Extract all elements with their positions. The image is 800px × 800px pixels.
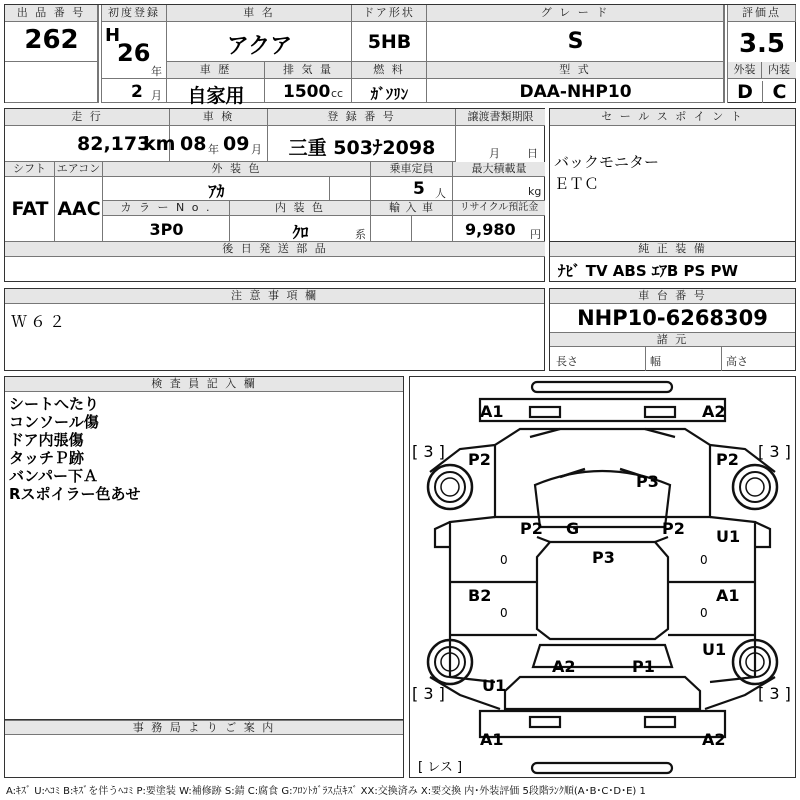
diag-zero-r1: 0 [700,553,708,567]
color-no-header: カ ラ ー N o . [103,201,230,216]
reg-month: 2 [131,82,143,102]
exterior-header: 外装 [728,62,762,79]
kg-unit: kg [528,185,542,198]
sales-points-block [549,108,796,243]
aircon: AAC [57,198,101,220]
capacity-header: 乗車定員 [371,162,453,177]
caution-header: 注 意 事 項 欄 [5,289,544,304]
color-no: 3P0 [149,220,184,239]
recycle-header: リサイクル預託金 [453,201,545,216]
diag-g: G [566,519,580,538]
cc-unit: cc [331,87,344,100]
lot-blank [5,62,98,103]
diag-bracket-3-r2: [ 3 ] [758,684,791,703]
lot-header: 出 品 番 号 [5,5,98,22]
grade: S [567,29,584,54]
genuine-header: 純 正 装 備 [550,242,795,257]
diag-p2-l: P2 [468,450,491,469]
inspection-year-unit: 年 [208,143,219,156]
history: 自家用 [187,85,245,107]
inspector-note-6: Rスポイラー色あせ [9,485,141,503]
chassis-header: 車 台 番 号 [550,289,795,304]
inspector-note-4: タッチＰ跡 [9,449,85,467]
diag-p2-pillar-l: P2 [520,519,543,538]
car-diagram [409,376,796,778]
sales-point-2: ＥＴＣ [554,175,600,193]
ext-color-sub [330,177,371,201]
diag-zero-r2: 0 [700,606,708,620]
shift: FAT [11,198,49,220]
diag-bracket-3-l: [ 3 ] [412,442,445,461]
import-header: 輸 入 車 [371,201,453,216]
car-name: アクア [226,34,293,59]
km-unit: km [143,133,176,155]
mileage-header: 走 行 [5,109,170,126]
reg-no: 三重 503ﾅ2098 [288,137,436,159]
inspector-note-5: バンパー下Ａ [9,467,98,485]
diag-a1-r: A1 [716,586,740,605]
door-type: 5HB [367,31,412,53]
reg-year: 26 [117,39,151,67]
chassis-block [549,288,796,371]
transfer-day: 日 [527,147,538,160]
car-name-header: 車 名 [167,5,352,22]
car-outline [410,377,795,777]
interior-header: 内装 [762,62,796,79]
interior-grade: C [762,81,796,103]
diag-res: [ レス ] [418,760,463,775]
inspection-month: 09 [223,133,250,155]
diag-a1-bot: A1 [480,730,504,749]
diag-bracket-3-l2: [ 3 ] [412,684,445,703]
ext-color-header: 外 装 色 [103,162,371,177]
inspection-header: 車 検 [170,109,268,126]
capacity-unit: 人 [435,187,446,200]
transfer-header: 譲渡書類期限 [456,109,545,126]
int-color: ｸﾛ [292,223,309,242]
fuel-header: 燃 料 [352,62,427,79]
genuine-equipment: ﾅﾋﾞ TV ABS ｴｱB PS PW [558,262,739,280]
chassis-number: NHP10-6268309 [577,306,768,330]
score: 3.5 [738,29,786,59]
displacement: 1500 [283,82,331,102]
diag-a2-rear: A2 [552,657,576,676]
diag-a2-bot: A2 [702,730,726,749]
inspection-year: 08 [180,133,207,155]
sales-point-1: バックモニター [554,153,660,171]
door-header: ドア形状 [352,5,427,22]
header-block [4,4,796,107]
yen-unit: 円 [530,228,541,241]
score-header: 評価点 [728,5,796,22]
genuine-block [549,241,796,282]
capacity: 5 [413,179,425,199]
later-parts-header: 後 日 発 送 部 品 [5,242,545,257]
spec-block [4,108,545,282]
caution-text: Ｗ６２ [11,312,69,331]
diag-p3-hood: P3 [636,472,659,491]
diag-p3-roof: P3 [592,548,615,567]
diag-u1-r2: U1 [702,640,727,659]
dims-header: 諸 元 [550,332,795,347]
int-color-unit: 系 [355,228,366,241]
month-unit: 月 [151,89,162,102]
recycle: 9,980 [465,220,516,239]
year-unit: 年 [151,65,162,78]
inspector-note-1: シートへたり [9,395,100,413]
import-cell [371,216,412,242]
max-load-header: 最大積載量 [453,162,545,177]
shift-header: シフト [5,162,55,177]
sales-points-header: セ ー ル ス ポ イ ン ト [550,109,795,126]
displacement-header: 排 気 量 [265,62,352,79]
model: DAA-NHP10 [519,82,632,102]
aircon-header: エアコン [55,162,103,177]
inspector-note-3: ドア内張傷 [9,431,84,449]
office-block [4,720,404,778]
diag-u1-r1: U1 [716,527,741,546]
fuel: ｶﾞｿﾘﾝ [370,85,409,103]
model-header: 型 式 [427,62,724,79]
diag-p1: P1 [632,657,655,676]
height-label: 高さ [726,355,748,368]
inspector-note-2: コンソール傷 [9,413,99,431]
reg-no-header: 登 録 番 号 [268,109,456,126]
mileage: 82,173 [77,133,151,155]
diag-a2-top: A2 [702,402,726,421]
legend: A:ｷｽﾞ U:ﾍｺﾐ B:ｷｽﾞを伴うﾍｺﾐ P:要塗装 W:補修跡 S:錆 C:腐食 G:ﾌﾛﾝﾄｶﾞﾗｽ点ｷｽﾞ XX:交換済み X:要交換 内･外装評価 5段階ﾗﾝｸ順(A･B･C･D･E) 1 [6,786,646,797]
exterior-grade: D [737,81,753,103]
grade-header: グ レ ー ド [427,5,724,22]
inspection-month-unit: 月 [251,143,262,156]
caution-block [4,288,545,371]
diag-zero-l1: 0 [500,553,508,567]
diag-p2-r: P2 [716,450,739,469]
lot-number: 262 [24,25,79,55]
history-header: 車 歴 [167,62,265,79]
first-reg-header: 初度登録 [102,5,167,22]
diag-bracket-3-r: [ 3 ] [758,442,791,461]
int-color-header: 内 装 色 [230,201,371,216]
diag-p2-pillar-r: P2 [662,519,685,538]
era: H [105,25,121,46]
diag-a1-top: A1 [480,402,504,421]
transfer-month: 月 [489,147,500,160]
diag-u1-l: U1 [482,676,507,695]
inspector-block [4,376,404,720]
length-label: 長さ [556,355,578,368]
ext-color: ｱｶ [208,182,225,201]
width-label: 幅 [650,355,661,368]
office-header: 事 務 局 よ り ご 案 内 [5,720,403,735]
import-cell-2 [412,216,453,242]
diag-zero-l2: 0 [500,606,508,620]
diag-b2: B2 [468,586,492,605]
inspector-header: 検 査 員 記 入 欄 [5,377,403,392]
